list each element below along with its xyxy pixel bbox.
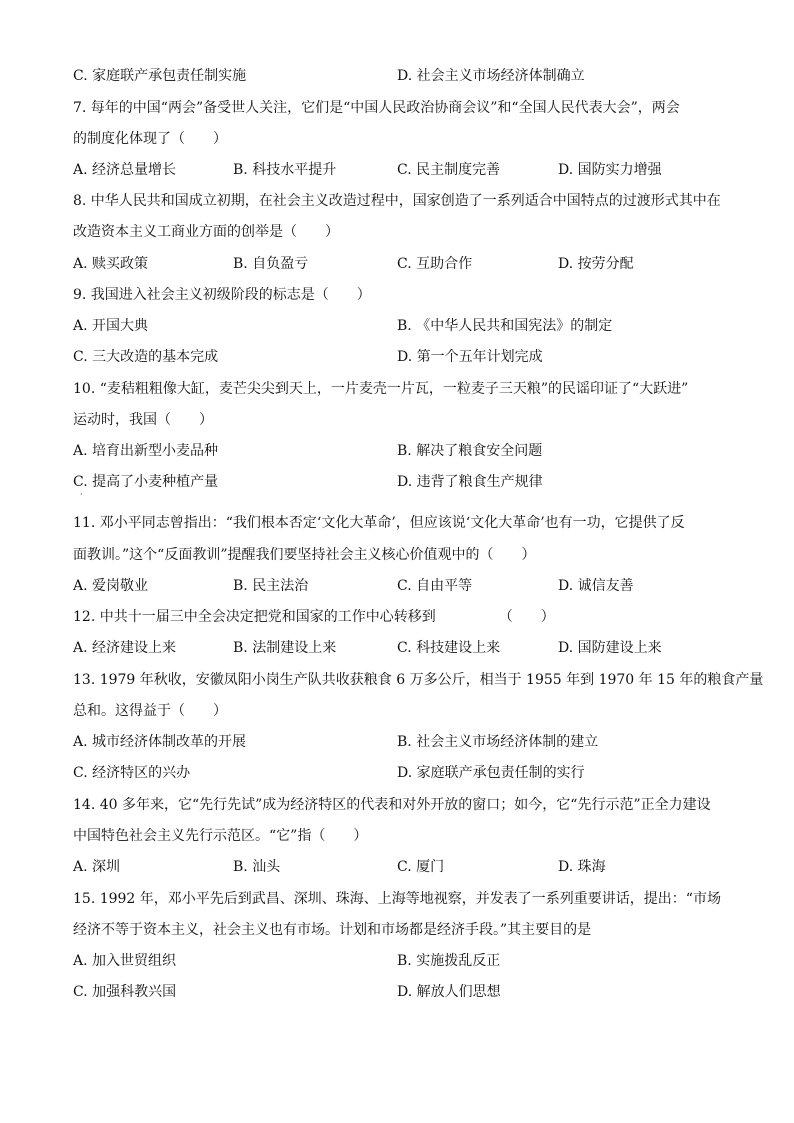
q7-option-c: C. 民主制度完善: [397, 162, 501, 178]
q10-option-d: D. 违背了粮食生产规律: [397, 474, 543, 490]
q14-stem-line1: 14. 40 多年来，它“先行先试”成为经济特区的代表和对外开放的窗口；如今，它“先行示范”正全力建设: [73, 797, 711, 813]
q15-option-c: C. 加强科教兴国: [73, 984, 177, 1000]
q11-option-a: A. 爱岗敬业: [73, 578, 149, 594]
q10-option-a: A. 培育出新型小麦品种: [73, 443, 219, 459]
q8-stem-line1: 8. 中华人民共和国成立初期，在社会主义改造过程中，国家创造了一系列适合中国特点的过渡形式其中在: [73, 193, 721, 209]
q13-stem-line2: 总和。这得益于（ ）: [73, 703, 227, 719]
q11-stem-line1: 11. 邓小平同志曾指出：“我们根本否定‘文化大革命’，但应该说‘文化大革命’也有一功，它提供了反: [73, 515, 685, 531]
q15-stem-line2: 经济不等于资本主义，社会主义也有市场。计划和市场都是经济手段。”其主要目的是: [73, 922, 592, 938]
q7-option-d: D. 国防实力增强: [558, 162, 662, 178]
q10-stem-line1: 10. “麦秸粗粗像大缸，麦芒尖尖到天上，一片麦壳一片瓦，一粒麦子三天粮”的民谣印证了“大跃进”: [73, 381, 689, 397]
stray-dot-mark: ·: [80, 490, 83, 499]
q8-option-d: D. 按劳分配: [558, 256, 634, 272]
q14-option-d: D. 珠海: [558, 859, 606, 875]
q8-option-c: C. 互助合作: [397, 256, 473, 272]
q12-stem-line1: 12. 中共十一届三中全会决定把党和国家的工作中心转移到 （ ）: [73, 609, 555, 625]
q7-stem-line2: 的制度化体现了（ ）: [73, 131, 227, 147]
q12-option-a: A. 经济建设上来: [73, 640, 177, 656]
q11-option-c: C. 自由平等: [397, 578, 473, 594]
q9-option-c: C. 三大改造的基本完成: [73, 349, 219, 365]
q14-stem-line2: 中国特色社会主义先行示范区。“它”指（ ）: [73, 828, 368, 844]
q14-option-c: C. 厦门: [397, 859, 445, 875]
q10-stem-line2: 运动时，我国（ ）: [73, 412, 213, 428]
q12-option-b: B. 法制建设上来: [233, 640, 337, 656]
q14-option-a: A. 深圳: [73, 859, 121, 875]
q13-option-a: A. 城市经济体制改革的开展: [73, 734, 247, 750]
q13-option-d: D. 家庭联产承包责任制的实行: [397, 765, 585, 781]
q6-option-c: C. 家庭联产承包责任制实施: [73, 68, 247, 84]
q15-option-a: A. 加入世贸组织: [73, 953, 177, 969]
q12-option-c: C. 科技建设上来: [397, 640, 501, 656]
q15-option-b: B. 实施拨乱反正: [397, 953, 501, 969]
q12-option-d: D. 国防建设上来: [558, 640, 662, 656]
q11-option-d: D. 诚信友善: [558, 578, 634, 594]
q8-option-a: A. 赎买政策: [73, 256, 149, 272]
q13-option-c: C. 经济特区的兴办: [73, 765, 191, 781]
q11-stem-line2: 面教训。”这个“反面教训”提醒我们要坚持社会主义核心价值观中的（ ）: [73, 547, 536, 563]
q7-option-b: B. 科技水平提升: [233, 162, 337, 178]
q8-stem-line2: 改造资本主义工商业方面的创举是（ ）: [73, 224, 339, 240]
q13-stem-line1: 13. 1979 年秋收，安徽凤阳小岗生产队共收获粮食 6 万多公斤，相当于 1955 年到 1970 年 15 年的粮食产量: [73, 672, 764, 688]
q13-option-b: B. 社会主义市场经济体制的建立: [397, 734, 599, 750]
q10-option-b: B. 解决了粮食安全问题: [397, 443, 543, 459]
q15-stem-line1: 15. 1992 年，邓小平先后到武昌、深圳、珠海、上海等地视察，并发表了一系列重要讲话，提出：“市场: [73, 891, 721, 907]
q9-option-b: B. 《中华人民共和国宪法》的制定: [397, 318, 613, 334]
q15-option-d: D. 解放人们思想: [397, 984, 501, 1000]
q6-option-d: D. 社会主义市场经济体制确立: [397, 68, 585, 84]
q7-stem-line1: 7. 每年的中国“两会”备受世人关注，它们是“中国人民政治协商会议”和“全国人民代表大会”，两会: [73, 100, 680, 116]
q8-option-b: B. 自负盈亏: [233, 256, 309, 272]
q9-stem-line1: 9. 我国进入社会主义初级阶段的标志是（ ）: [73, 287, 371, 303]
q10-option-c: C. 提高了小麦种植产量: [73, 474, 219, 490]
q9-option-a: A. 开国大典: [73, 318, 149, 334]
q14-option-b: B. 汕头: [233, 859, 281, 875]
q9-option-d: D. 第一个五年计划完成: [397, 349, 543, 365]
q7-option-a: A. 经济总量增长: [73, 162, 177, 178]
q11-option-b: B. 民主法治: [233, 578, 309, 594]
